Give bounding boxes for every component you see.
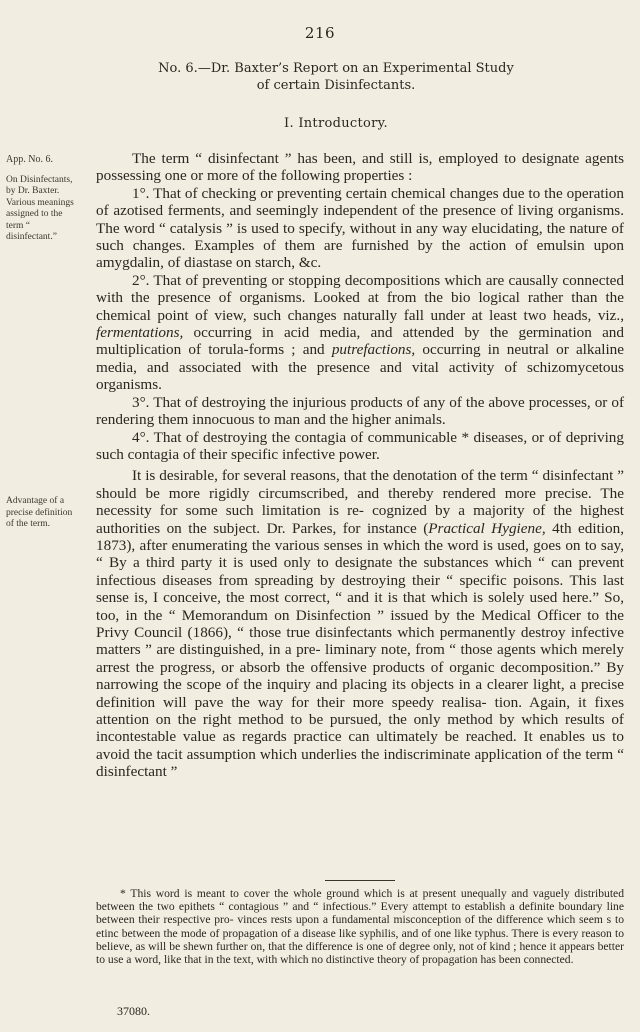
property-1-paragraph: 1°. That of checking or preventing certain chemical changes due to the operation of azotised ferments, and seemingly independent of the presence of living organisms. The word “ catalysis ” is used to specify, without in any way elucidating, the nature of such changes. Examples of them are furnished by the action of emulsin upon amygdalin, of diastase on starch, &c. (96, 184, 624, 272)
intro-paragraph: The term “ disinfectant ” has been, and still is, employed to designate agents possessing one or more of the following properties : (96, 150, 624, 185)
footnote-area (96, 880, 624, 966)
property-3-paragraph: 3°. That of destroying the injurious products of any of the above processes, or of rendering them innocuous to man and the higher animals. (96, 393, 624, 429)
text-run: occurring in neutral or alkaline media, and associated with the presence and vital activity of schizomycetous organisms. (96, 341, 625, 394)
report-title: No. 6.—Dr. Baxter’s Report on an Experimental Study (158, 61, 514, 76)
print-number: 37080. (117, 1004, 150, 1018)
text-run: It is desirable, for several reasons, that the denotation of the term “ disinfectant ” should be more rigidly circumscribed, and thereby rendered more precise. The necessity for some such limitation is re- cognized by a majority of the highest authorities on the subject. Dr. Parkes, for instance ( (96, 467, 624, 537)
margin-note-text: On Disinfectants, by Dr. Baxter. Various meanings assigned to the term “ disinfectant.” (6, 174, 74, 242)
report-subtitle: of certain Disinfectants. (256, 78, 416, 93)
property-2-paragraph (96, 272, 624, 394)
property-4-paragraph: 4°. That of destroying the contagia of communicable * diseases, or of depriving such contagia of their specific infective power. (96, 428, 624, 463)
section-heading: I. Introductory. (284, 116, 388, 131)
report-heading (96, 60, 576, 94)
margin-note-disinfectants (6, 154, 82, 244)
emphasis-fermentations: fermentations, (96, 324, 184, 342)
page-number: 216 (304, 24, 336, 42)
margin-note-definition: Advantage of a precise definition of the term. (6, 496, 73, 529)
text-run: 4th edition, 1873), after enumerating the various senses in which the word is used, goes on to say, “ By a third party it is used only to designate the substances which “ can prevent infectious diseases from spreading by destroying their “ specific poisons. This last sense is, I conceive, the most correct, “ and it is that which is solely used here.” So, too, in the “ Memorandum on Disinfection ” issued by the Medical Officer to the Privy Council (1866), “ those true disinfectants which permanently destroy infective matters ” are distinguished, in a pre- liminary note, from “ those agents which merely arrest the progress, or absorb the offensive products of organic decomposition.” By narrowing the scope of the inquiry and placing its objects in a clearer light, a precise definition will pave the way for their more speedy realisa- tion. Again, it fixes attention on the right method to be pursued, the only method by which results of incontestable value as regards practice can ultimately be reached. It enables us to avoid the tacit assumption which underlies the indiscriminate application of the term “ disinfectant ” (96, 519, 624, 781)
emphasis-putrefactions: putrefactions, (331, 341, 416, 359)
text-run: occurring in acid media, and attended by the germination and multiplication of torula-forms ; and (96, 324, 624, 359)
body-text (96, 150, 624, 781)
text-run: 2°. That of preventing or stopping decompositions which are causally connected with the presence of organisms. Looked at from the bio logical rather than the chemical point of view, such changes naturally fall under at least two heads, viz., (96, 271, 624, 324)
footnote-divider (325, 880, 395, 881)
book-title: Practical Hygiene, (428, 519, 546, 537)
definition-paragraph (96, 467, 624, 780)
footnote-text: * This word is meant to cover the whole ground which is at present unequally and vaguely distributed between the two epithets “ contagious ” and “ infectious.” Every attempt to establish a definite boundary line between their respective pro- vinces rests upon a fundamental misconception of the difference which seem s to etinc between the mode of propagation of a disease like syphilis, and of one like typhus. There is every reason to believe, as will be shewn further on, that the difference is one of degree only, not of kind ; hence it appears better to use a word, like that in the text, with which no distinctive theory of propagation has been connected. (96, 887, 624, 967)
appendix-label: App. No. 6. (6, 154, 53, 165)
